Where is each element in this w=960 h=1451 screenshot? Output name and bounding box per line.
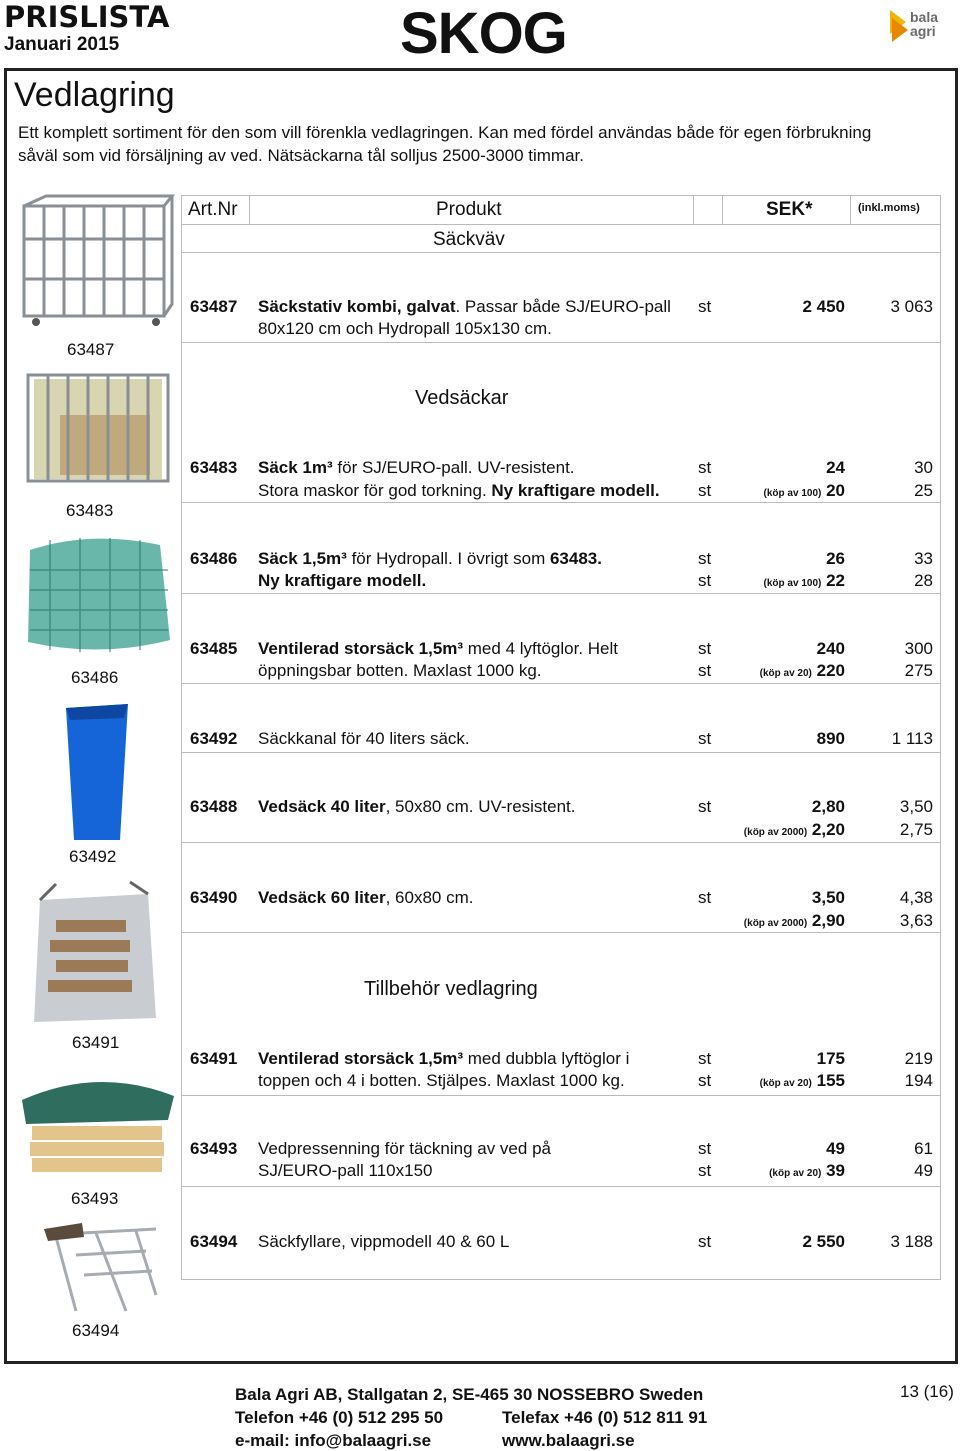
price: 2 450 [802, 297, 845, 316]
image-caption: 63483 [66, 501, 114, 520]
subheading-sackvav: Säckväv [433, 229, 505, 250]
bulk-price: 155 [816, 1071, 845, 1090]
product-desc [258, 548, 688, 570]
image-caption: 63491 [72, 1033, 120, 1052]
prislista-heading: PRISLISTA [4, 0, 170, 34]
unit: st [698, 888, 712, 907]
divider [722, 195, 723, 225]
product-desc [258, 296, 688, 340]
product-desc [258, 638, 688, 660]
price: 24 [826, 458, 845, 477]
page-number: 13 (16) [900, 1382, 954, 1401]
product-name: Säck 1m³ [258, 458, 333, 477]
product-details: . Passar både SJ/EURO-pall 80x120 cm och Hydropall 105x130 cm. [258, 297, 671, 338]
unit: st [698, 481, 712, 500]
company-address: Bala Agri AB, Stallgatan 2, SE-465 30 NOSSEBRO Sweden [235, 1385, 704, 1404]
product-name: Vedsäck 60 liter [258, 888, 386, 907]
image-caption: 63487 [67, 340, 115, 359]
unit: st [698, 1071, 712, 1090]
price-incl-moms: 219 [904, 1049, 933, 1068]
art-number: 63490 [190, 888, 238, 907]
bulk-price-incl-moms: 3,63 [899, 911, 933, 930]
bulk-condition: (köp av 20) [769, 1168, 822, 1179]
col-header-produkt: Produkt [436, 199, 502, 220]
product-desc: Vedpressenning för täckning av ved på [258, 1139, 551, 1158]
product-desc: Säckfyllare, vippmodell 40 & 60 L [258, 1232, 510, 1251]
bulk-price: 2,90 [811, 911, 845, 930]
company-phone: Telefon +46 (0) 512 295 50 [235, 1408, 444, 1427]
product-details: Stora maskor för god torkning. [258, 481, 492, 500]
product-details: för Hydropall. I övrigt som [346, 549, 550, 568]
art-number: 63485 [190, 639, 238, 658]
unit: st [698, 549, 712, 568]
unit: st [698, 571, 712, 590]
company-fax: Telefax +46 (0) 512 811 91 [502, 1408, 708, 1427]
price: 26 [826, 549, 845, 568]
unit: st [698, 1161, 712, 1180]
unit: st [698, 1139, 712, 1158]
subheading-tillbehor: Tillbehör vedlagring [364, 978, 538, 1000]
bulk-price: 2,20 [811, 820, 845, 839]
price-incl-moms: 33 [914, 549, 933, 568]
sack-stand-image [16, 194, 176, 332]
category-title: SKOG [400, 1, 567, 66]
product-note: Ny kraftigare modell. [491, 481, 660, 500]
bulk-condition: (köp av 20) [759, 668, 812, 679]
product-details: , 60x80 cm. [385, 888, 474, 907]
price-list-date: Januari 2015 [4, 34, 120, 55]
price-incl-moms: 30 [914, 458, 933, 477]
bulk-price-incl-moms: 25 [914, 481, 933, 500]
art-number: 63488 [190, 797, 238, 816]
product-details: med dubbla lyftöglor i [463, 1049, 630, 1068]
image-caption: 63486 [71, 668, 119, 687]
product-reference: 63483. [549, 549, 602, 568]
price-incl-moms: 300 [904, 639, 933, 658]
divider [181, 224, 941, 225]
product-desc [258, 1048, 688, 1070]
bulk-price: 20 [826, 481, 845, 500]
price-incl-moms: 1 113 [891, 729, 933, 748]
price: 2,80 [811, 797, 845, 816]
unit: st [698, 458, 712, 477]
sack-channel-image [60, 700, 130, 845]
unit: st [698, 729, 712, 748]
product-name: Ventilerad storsäck 1,5m³ [258, 1049, 464, 1068]
price-incl-moms: 3 063 [890, 297, 933, 316]
art-number: 63493 [190, 1139, 238, 1158]
product-details: öppningsbar botten. Maxlast 1000 kg. [258, 661, 542, 680]
price-incl-moms: 3 188 [890, 1232, 933, 1251]
sack-image [20, 365, 170, 495]
product-desc [258, 796, 688, 818]
unit: st [698, 639, 712, 658]
unit: st [698, 797, 712, 816]
divider [850, 195, 851, 225]
price-incl-moms: 4,38 [899, 888, 933, 907]
col-header-sek: SEK* [766, 199, 813, 220]
bulk-price-incl-moms: 275 [904, 661, 933, 680]
product-details: SJ/EURO-pall 110x150 [258, 1161, 433, 1180]
image-caption: 63492 [69, 847, 117, 866]
art-number: 63487 [190, 297, 238, 316]
price: 240 [816, 639, 845, 658]
product-desc [258, 570, 688, 592]
unit: st [698, 297, 712, 316]
divider [249, 195, 250, 225]
image-caption: 63494 [72, 1321, 120, 1340]
bulk-price: 22 [826, 571, 845, 590]
unit: st [698, 1232, 712, 1251]
logo-text: bala agri [910, 9, 939, 39]
product-desc [258, 457, 688, 479]
price: 175 [816, 1049, 845, 1068]
price-incl-moms: 61 [914, 1139, 933, 1158]
product-note: Ny kraftigare modell. [258, 571, 427, 590]
product-details: med 4 lyftöglor. Helt [463, 639, 619, 658]
sack-filler-image [36, 1215, 166, 1315]
product-name: Säck 1,5m³ [258, 549, 347, 568]
bulk-price-incl-moms: 2,75 [899, 820, 933, 839]
hydro-sack-image [20, 530, 175, 660]
product-name: Ventilerad storsäck 1,5m³ [258, 639, 464, 658]
art-number: 63486 [190, 549, 238, 568]
section-intro: Ett komplett sortiment för den som vill förenkla vedlagringen. Kan med fördel användas både för egen förbrukning såväl som vid försäljning av ved. Nätsäckarna tål solljus 2500-3000 timmar. [18, 123, 872, 165]
bulk-price-incl-moms: 49 [914, 1161, 933, 1180]
col-header-moms: (inkl.moms) [858, 202, 920, 214]
product-desc [258, 887, 688, 909]
image-caption: 63493 [71, 1189, 119, 1208]
bulk-price-incl-moms: 28 [914, 571, 933, 590]
bulk-condition: (köp av 100) [763, 488, 822, 499]
unit: st [698, 661, 712, 680]
art-number: 63494 [190, 1232, 238, 1251]
product-name: Säckstativ kombi, galvat [258, 297, 456, 316]
company-email[interactable]: e-mail: info@balaagri.se [235, 1431, 432, 1450]
subheading-vedsackar: Vedsäckar [415, 387, 509, 409]
table-row [181, 343, 941, 503]
col-header-art: Art.Nr [188, 199, 238, 220]
product-details: , 50x80 cm. UV-resistent. [385, 797, 576, 816]
bulk-condition: (köp av 100) [763, 578, 822, 589]
unit: st [698, 1049, 712, 1068]
bulk-price: 39 [826, 1161, 845, 1180]
divider [693, 195, 694, 225]
product-details: toppen och 4 i botten. Stjälpes. Maxlast 1000 kg. [258, 1071, 625, 1090]
bulk-condition: (köp av 2000) [743, 918, 808, 929]
product-desc [258, 480, 688, 502]
company-website[interactable]: www.balaagri.se [502, 1431, 635, 1450]
bulk-price: 220 [816, 661, 845, 680]
price-incl-moms: 3,50 [899, 797, 933, 816]
bulk-condition: (köp av 2000) [743, 827, 808, 838]
price: 3,50 [811, 888, 845, 907]
storage-sack-image [26, 880, 162, 1030]
product-name: Vedsäck 40 liter [258, 797, 386, 816]
price: 890 [816, 729, 845, 748]
tarpaulin-image [18, 1070, 176, 1180]
product-desc: Säckkanal för 40 liters säck. [258, 729, 470, 748]
bulk-price-incl-moms: 194 [904, 1071, 933, 1090]
product-details: för SJ/EURO-pall. UV-resistent. [332, 458, 575, 477]
bulk-condition: (köp av 20) [759, 1078, 812, 1089]
price: 2 550 [802, 1232, 845, 1251]
art-number: 63492 [190, 729, 238, 748]
art-number: 63483 [190, 458, 238, 477]
section-title: Vedlagring [14, 76, 175, 114]
art-number: 63491 [190, 1049, 238, 1068]
price: 49 [826, 1139, 845, 1158]
